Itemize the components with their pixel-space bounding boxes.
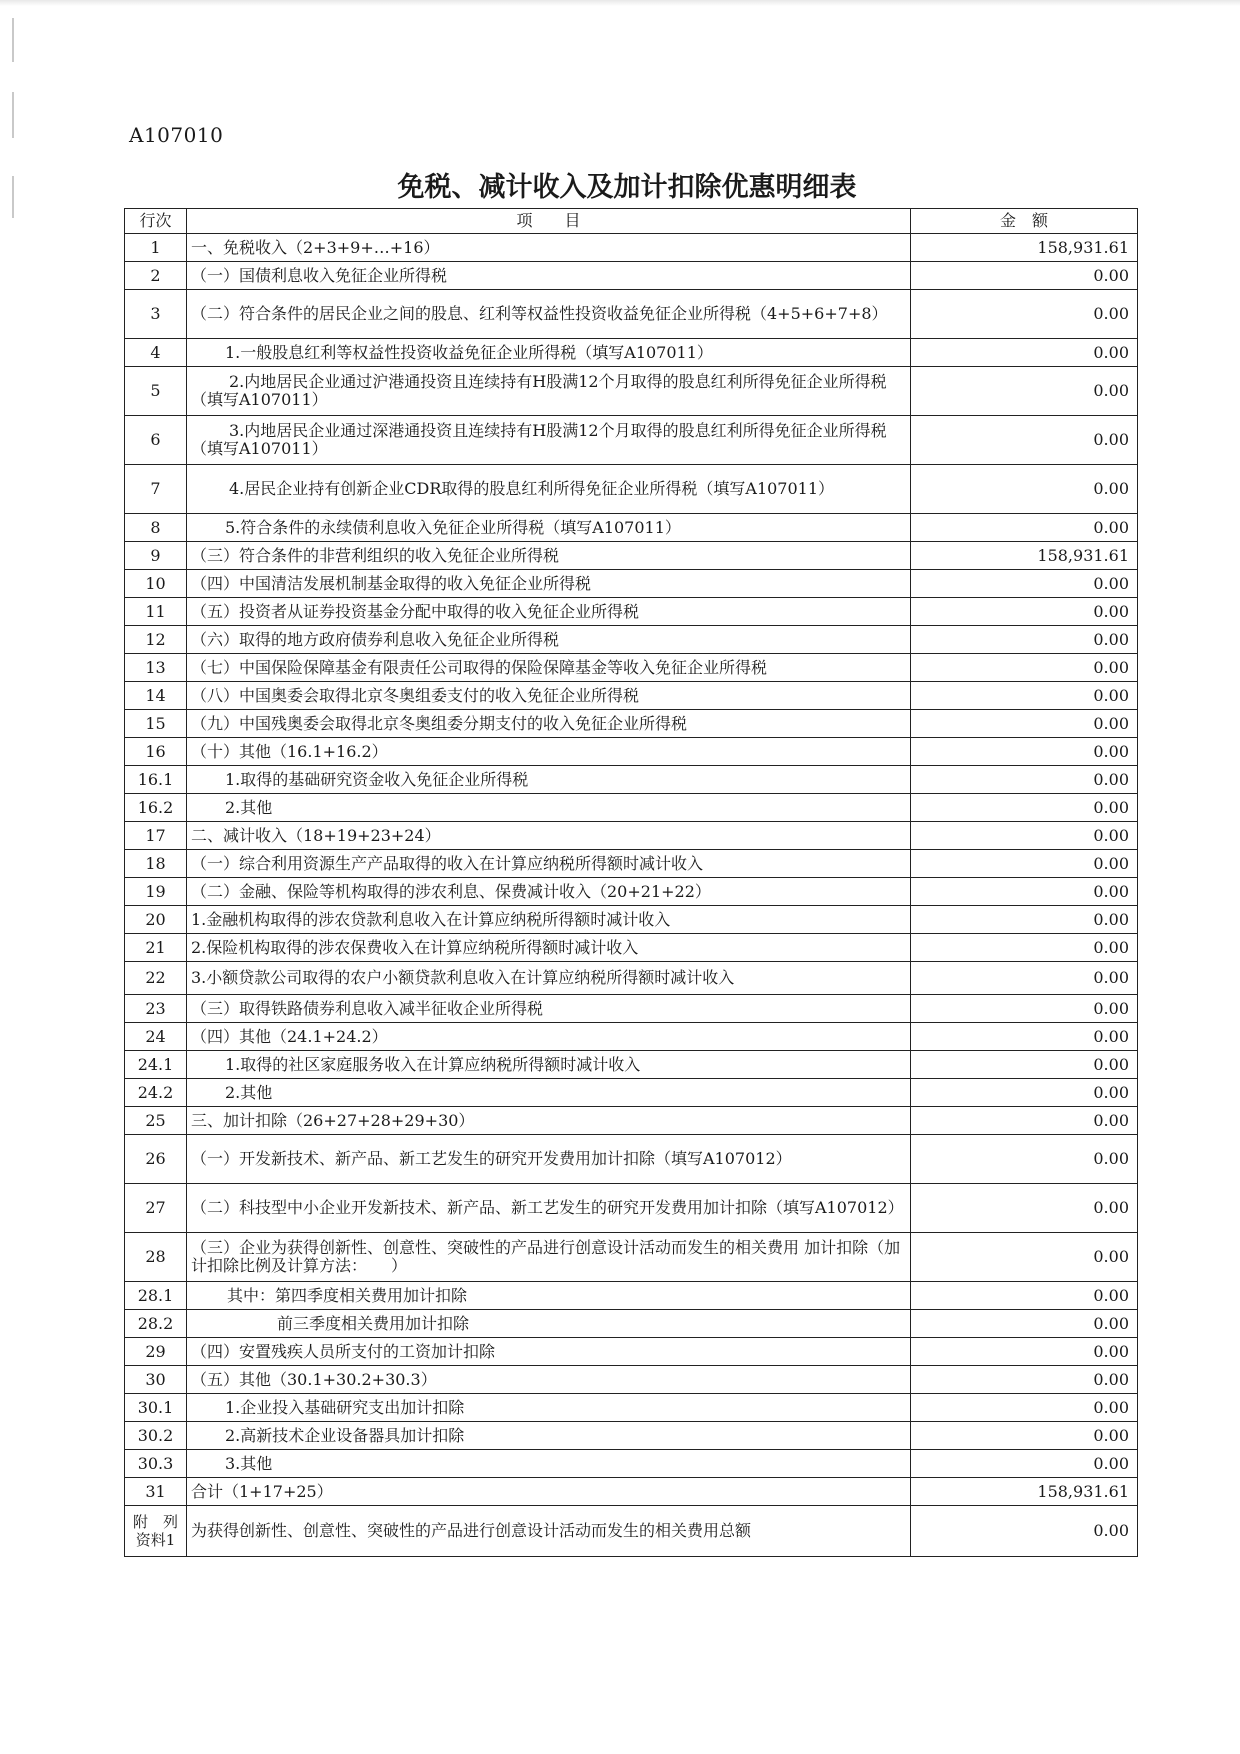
row-item: （六）取得的地方政府债券利息收入免征企业所得税 bbox=[187, 626, 911, 654]
row-item: （一）综合利用资源生产产品取得的收入在计算应纳税所得额时减计收入 bbox=[187, 850, 911, 878]
row-item: 3.小额贷款公司取得的农户小额贷款利息收入在计算应纳税所得额时减计收入 bbox=[187, 962, 911, 995]
row-item: （一）国债利息收入免征企业所得税 bbox=[187, 262, 911, 290]
row-number: 27 bbox=[125, 1184, 187, 1233]
scan-mark bbox=[12, 18, 14, 62]
table-row bbox=[125, 1079, 1138, 1107]
row-item: （五）其他（30.1+30.2+30.3） bbox=[187, 1366, 911, 1394]
row-amount: 0.00 bbox=[911, 766, 1138, 794]
row-amount: 0.00 bbox=[911, 1394, 1138, 1422]
row-number: 5 bbox=[125, 367, 187, 416]
row-number: 25 bbox=[125, 1107, 187, 1135]
row-amount: 0.00 bbox=[911, 962, 1138, 995]
row-amount: 0.00 bbox=[911, 995, 1138, 1023]
header-item: 项 目 bbox=[187, 209, 911, 234]
row-item: 3.其他 bbox=[187, 1450, 911, 1478]
row-number: 28.1 bbox=[125, 1282, 187, 1310]
row-item: 前三季度相关费用加计扣除 bbox=[187, 1310, 911, 1338]
table-row bbox=[125, 962, 1138, 995]
row-amount: 158,931.61 bbox=[911, 542, 1138, 570]
row-amount: 0.00 bbox=[911, 1233, 1138, 1282]
table-row bbox=[125, 1107, 1138, 1135]
row-number: 16.1 bbox=[125, 766, 187, 794]
row-amount: 0.00 bbox=[911, 339, 1138, 367]
table-row bbox=[125, 262, 1138, 290]
row-number: 4 bbox=[125, 339, 187, 367]
table-header-row bbox=[125, 209, 1138, 234]
row-number: 23 bbox=[125, 995, 187, 1023]
row-item: （四）中国清洁发展机制基金取得的收入免征企业所得税 bbox=[187, 570, 911, 598]
row-amount: 158,931.61 bbox=[911, 234, 1138, 262]
table-row bbox=[125, 1478, 1138, 1506]
row-amount: 0.00 bbox=[911, 465, 1138, 514]
table-row bbox=[125, 682, 1138, 710]
row-number: 14 bbox=[125, 682, 187, 710]
row-number: 2 bbox=[125, 262, 187, 290]
row-amount: 0.00 bbox=[911, 682, 1138, 710]
scan-edge bbox=[0, 0, 1240, 6]
row-item: 2.高新技术企业设备器具加计扣除 bbox=[187, 1422, 911, 1450]
row-item: 2.其他 bbox=[187, 1079, 911, 1107]
row-amount: 0.00 bbox=[911, 710, 1138, 738]
row-amount: 0.00 bbox=[911, 1422, 1138, 1450]
row-number: 7 bbox=[125, 465, 187, 514]
row-item: 2.其他 bbox=[187, 794, 911, 822]
table-row bbox=[125, 339, 1138, 367]
row-item: 三、加计扣除（26+27+28+29+30） bbox=[187, 1107, 911, 1135]
row-amount: 0.00 bbox=[911, 570, 1138, 598]
table-row bbox=[125, 794, 1138, 822]
row-amount: 0.00 bbox=[911, 934, 1138, 962]
table-row bbox=[125, 1450, 1138, 1478]
row-item: （三）取得铁路债券利息收入减半征收企业所得税 bbox=[187, 995, 911, 1023]
row-item: （一）开发新技术、新产品、新工艺发生的研究开发费用加计扣除（填写A107012） bbox=[187, 1135, 911, 1184]
table-row bbox=[125, 878, 1138, 906]
row-amount: 0.00 bbox=[911, 290, 1138, 339]
row-item: 4.居民企业持有创新企业CDR取得的股息红利所得免征企业所得税（填写A107011） bbox=[187, 465, 911, 514]
row-number: 13 bbox=[125, 654, 187, 682]
row-number: 18 bbox=[125, 850, 187, 878]
row-item: （四）其他（24.1+24.2） bbox=[187, 1023, 911, 1051]
table-row bbox=[125, 626, 1138, 654]
row-amount: 0.00 bbox=[911, 1366, 1138, 1394]
table-row bbox=[125, 1282, 1138, 1310]
scan-mark bbox=[12, 92, 14, 138]
table-row bbox=[125, 1310, 1138, 1338]
row-amount: 0.00 bbox=[911, 1184, 1138, 1233]
row-amount: 0.00 bbox=[911, 794, 1138, 822]
row-number: 12 bbox=[125, 626, 187, 654]
table-row bbox=[125, 766, 1138, 794]
table-row bbox=[125, 710, 1138, 738]
appendix-amount: 0.00 bbox=[911, 1506, 1138, 1557]
row-amount: 0.00 bbox=[911, 1310, 1138, 1338]
row-number: 30.1 bbox=[125, 1394, 187, 1422]
row-amount: 0.00 bbox=[911, 654, 1138, 682]
table-row bbox=[125, 738, 1138, 766]
row-number: 9 bbox=[125, 542, 187, 570]
row-item: （十）其他（16.1+16.2） bbox=[187, 738, 911, 766]
row-item: 1.企业投入基础研究支出加计扣除 bbox=[187, 1394, 911, 1422]
appendix-label: 附 列资料1 bbox=[125, 1506, 187, 1557]
row-number: 10 bbox=[125, 570, 187, 598]
appendix-item: 为获得创新性、创意性、突破性的产品进行创意设计活动而发生的相关费用总额 bbox=[187, 1506, 911, 1557]
table-row bbox=[125, 598, 1138, 626]
table-row bbox=[125, 416, 1138, 465]
row-item: （二）金融、保险等机构取得的涉农利息、保费减计收入（20+21+22） bbox=[187, 878, 911, 906]
row-amount: 0.00 bbox=[911, 1051, 1138, 1079]
table-row bbox=[125, 654, 1138, 682]
row-item: 合计（1+17+25） bbox=[187, 1478, 911, 1506]
row-item: 2.保险机构取得的涉农保费收入在计算应纳税所得额时减计收入 bbox=[187, 934, 911, 962]
table-row bbox=[125, 570, 1138, 598]
appendix-row bbox=[125, 1506, 1138, 1557]
row-item: 3.内地居民企业通过深港通投资且连续持有H股满12个月取得的股息红利所得免征企业所得税（填写A107011） bbox=[187, 416, 911, 465]
row-item: （二）科技型中小企业开发新技术、新产品、新工艺发生的研究开发费用加计扣除（填写A107012） bbox=[187, 1184, 911, 1233]
row-item: 1.一般股息红利等权益性投资收益免征企业所得税（填写A107011） bbox=[187, 339, 911, 367]
row-item: （八）中国奥委会取得北京冬奥组委支付的收入免征企业所得税 bbox=[187, 682, 911, 710]
table-row bbox=[125, 234, 1138, 262]
row-item: 1.金融机构取得的涉农贷款利息收入在计算应纳税所得额时减计收入 bbox=[187, 906, 911, 934]
form-code: A107010 bbox=[129, 123, 224, 147]
row-number: 28.2 bbox=[125, 1310, 187, 1338]
row-number: 31 bbox=[125, 1478, 187, 1506]
row-number: 17 bbox=[125, 822, 187, 850]
row-item: （三）符合条件的非营利组织的收入免征企业所得税 bbox=[187, 542, 911, 570]
row-amount: 0.00 bbox=[911, 1079, 1138, 1107]
row-number: 24.2 bbox=[125, 1079, 187, 1107]
table-row bbox=[125, 1338, 1138, 1366]
header-amount: 金 额 bbox=[911, 209, 1138, 234]
table-row bbox=[125, 1233, 1138, 1282]
row-number: 11 bbox=[125, 598, 187, 626]
row-item: （三）企业为获得创新性、创意性、突破性的产品进行创意设计活动而发生的相关费用 加计扣除（加计扣除比例及计算方法： ） bbox=[187, 1233, 911, 1282]
detail-table bbox=[124, 208, 1138, 1557]
table-row bbox=[125, 1394, 1138, 1422]
row-amount: 0.00 bbox=[911, 1023, 1138, 1051]
row-amount: 0.00 bbox=[911, 1450, 1138, 1478]
row-amount: 0.00 bbox=[911, 262, 1138, 290]
row-item: 1.取得的基础研究资金收入免征企业所得税 bbox=[187, 766, 911, 794]
row-number: 24.1 bbox=[125, 1051, 187, 1079]
row-amount: 0.00 bbox=[911, 822, 1138, 850]
row-amount: 0.00 bbox=[911, 1107, 1138, 1135]
row-number: 8 bbox=[125, 514, 187, 542]
row-number: 21 bbox=[125, 934, 187, 962]
row-number: 24 bbox=[125, 1023, 187, 1051]
table-row bbox=[125, 1135, 1138, 1184]
table-row bbox=[125, 514, 1138, 542]
row-number: 28 bbox=[125, 1233, 187, 1282]
table-row bbox=[125, 934, 1138, 962]
row-number: 30 bbox=[125, 1366, 187, 1394]
row-number: 26 bbox=[125, 1135, 187, 1184]
row-item: （四）安置残疾人员所支付的工资加计扣除 bbox=[187, 1338, 911, 1366]
row-item: （二）符合条件的居民企业之间的股息、红利等权益性投资收益免征企业所得税（4+5+6+7+8） bbox=[187, 290, 911, 339]
row-number: 16 bbox=[125, 738, 187, 766]
table-row bbox=[125, 542, 1138, 570]
row-amount: 0.00 bbox=[911, 416, 1138, 465]
row-amount: 0.00 bbox=[911, 738, 1138, 766]
table-row bbox=[125, 1422, 1138, 1450]
row-item: （五）投资者从证券投资基金分配中取得的收入免征企业所得税 bbox=[187, 598, 911, 626]
table-row bbox=[125, 822, 1138, 850]
row-number: 3 bbox=[125, 290, 187, 339]
row-amount: 0.00 bbox=[911, 850, 1138, 878]
row-amount: 0.00 bbox=[911, 1135, 1138, 1184]
row-number: 30.3 bbox=[125, 1450, 187, 1478]
row-item: 2.内地居民企业通过沪港通投资且连续持有H股满12个月取得的股息红利所得免征企业所得税（填写A107011） bbox=[187, 367, 911, 416]
row-number: 30.2 bbox=[125, 1422, 187, 1450]
row-item: （七）中国保险保障基金有限责任公司取得的保险保障基金等收入免征企业所得税 bbox=[187, 654, 911, 682]
row-amount: 0.00 bbox=[911, 878, 1138, 906]
row-item: 1.取得的社区家庭服务收入在计算应纳税所得额时减计收入 bbox=[187, 1051, 911, 1079]
table-row bbox=[125, 465, 1138, 514]
table-row bbox=[125, 850, 1138, 878]
table-row bbox=[125, 1023, 1138, 1051]
table-row bbox=[125, 1366, 1138, 1394]
table-row bbox=[125, 1051, 1138, 1079]
form-title: 免税、减计收入及加计扣除优惠明细表 bbox=[397, 172, 857, 203]
row-number: 6 bbox=[125, 416, 187, 465]
table-row bbox=[125, 367, 1138, 416]
row-amount: 0.00 bbox=[911, 906, 1138, 934]
row-amount: 158,931.61 bbox=[911, 1478, 1138, 1506]
header-row-no: 行次 bbox=[125, 209, 187, 234]
row-number: 15 bbox=[125, 710, 187, 738]
row-amount: 0.00 bbox=[911, 598, 1138, 626]
row-number: 1 bbox=[125, 234, 187, 262]
row-item: 一、免税收入（2+3+9+…+16） bbox=[187, 234, 911, 262]
row-item: 其中：第四季度相关费用加计扣除 bbox=[187, 1282, 911, 1310]
row-number: 19 bbox=[125, 878, 187, 906]
row-amount: 0.00 bbox=[911, 367, 1138, 416]
table-row bbox=[125, 906, 1138, 934]
row-item: 5.符合条件的永续债利息收入免征企业所得税（填写A107011） bbox=[187, 514, 911, 542]
row-number: 29 bbox=[125, 1338, 187, 1366]
row-amount: 0.00 bbox=[911, 626, 1138, 654]
row-item: （九）中国残奥委会取得北京冬奥组委分期支付的收入免征企业所得税 bbox=[187, 710, 911, 738]
row-amount: 0.00 bbox=[911, 1338, 1138, 1366]
row-item: 二、减计收入（18+19+23+24） bbox=[187, 822, 911, 850]
row-number: 22 bbox=[125, 962, 187, 995]
row-number: 20 bbox=[125, 906, 187, 934]
row-amount: 0.00 bbox=[911, 1282, 1138, 1310]
table-row bbox=[125, 995, 1138, 1023]
row-number: 16.2 bbox=[125, 794, 187, 822]
table-row bbox=[125, 1184, 1138, 1233]
row-amount: 0.00 bbox=[911, 514, 1138, 542]
table-row bbox=[125, 290, 1138, 339]
